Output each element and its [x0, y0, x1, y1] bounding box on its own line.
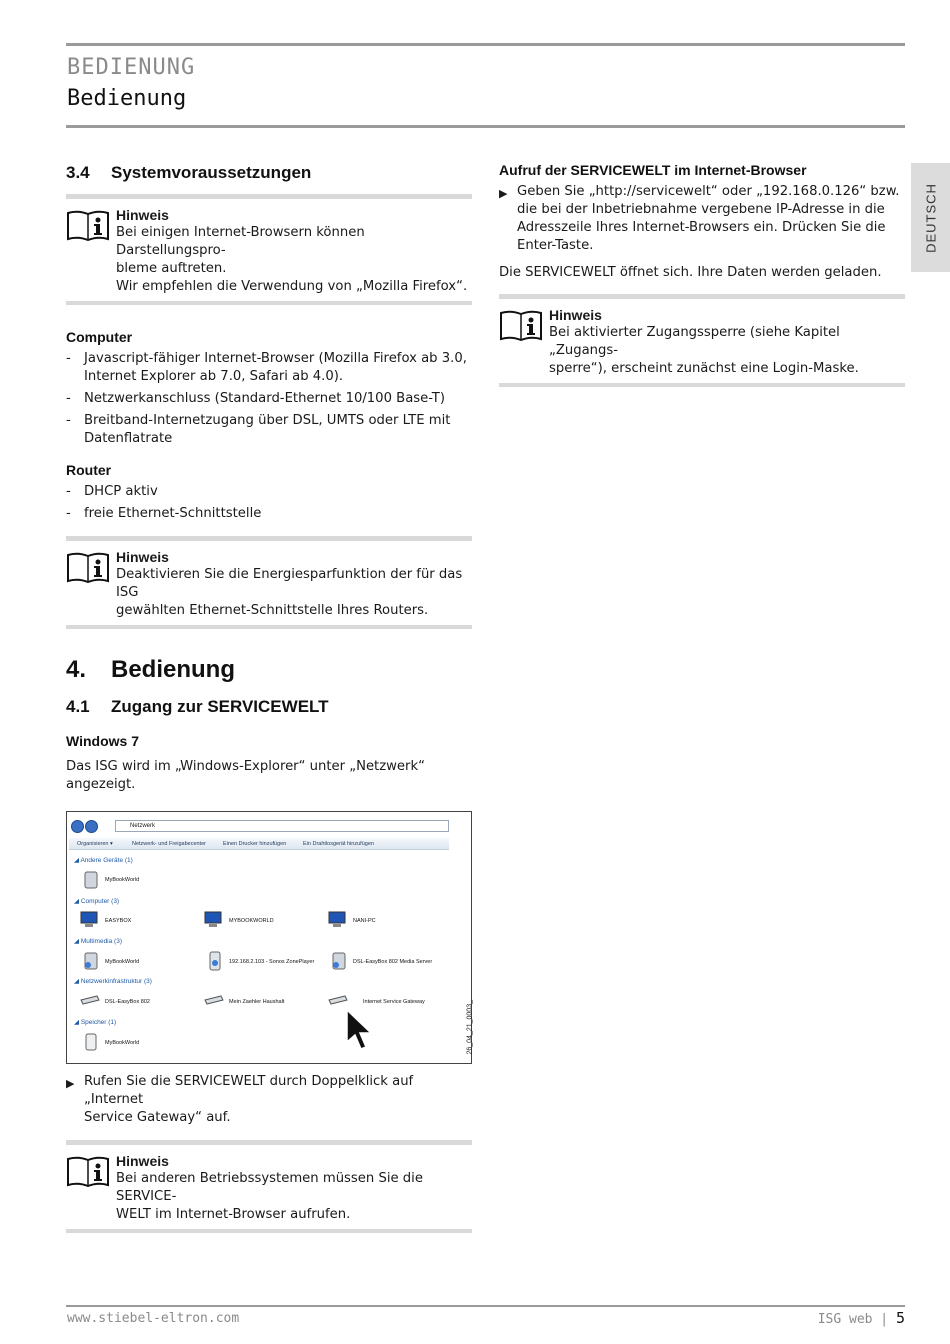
right-column [499, 160, 905, 387]
computer-heading: Computer [66, 329, 133, 345]
media-server-icon [329, 951, 349, 976]
group-computer: ◢ Computer (3) [74, 898, 120, 905]
address-bar: Netzwerk [71, 818, 449, 834]
list-item: - freie Ethernet-Schnittstelle [66, 506, 262, 521]
info-book-icon [66, 549, 116, 620]
list-item: - Breitband-Internetzugang über DSL, UMTS oder LTE mit Datenflatrate [66, 413, 451, 446]
note-energy: Hinweis Deaktivieren Sie die Energiesparfunktion der für das ISG gewählten Ethernet-Schnittstelle Ihres Routers. [66, 536, 472, 629]
router-icon [203, 993, 225, 1012]
explorer-toolbar: Organisieren ▾ Netzwerk- und Freigabecenter Einen Drucker hinzufügen Ein Drahtlosgerät hinzufügen [69, 838, 449, 850]
player-icon [205, 951, 225, 976]
group-andere: ◢ Andere Geräte (1) [74, 857, 133, 864]
footer-product: ISG web | 5 [817, 1309, 905, 1327]
group-netzwerk: ◢ Netzwerkinfrastruktur (3) [74, 978, 152, 985]
mouse-cursor-icon [345, 1008, 375, 1057]
computer-icon [327, 910, 349, 935]
header-section: BEDIENUNG [67, 55, 196, 80]
group-multimedia: ◢ Multimedia (3) [74, 938, 122, 945]
info-book-icon [66, 207, 116, 296]
computer-icon [203, 910, 225, 935]
info-book-icon [499, 307, 549, 378]
footer-url: www.stiebel-eltron.com [67, 1311, 240, 1326]
note-login: Hinweis Bei aktivierter Zugangssperre (siehe Kapitel „Zugangs- sperre“), erscheint zunächst eine Login-Maske. [499, 294, 905, 387]
left-column [66, 160, 472, 1233]
list-item: - DHCP aktiv [66, 484, 158, 499]
list-item: - Javascript-fähiger Internet-Browser (Mozilla Firefox ab 3.0, Internet Explorer ab 7.0, Safari ab 4.0). [66, 351, 467, 384]
arrow-right-icon: ▶ [499, 187, 508, 200]
note-other-os: Hinweis Bei anderen Betriebssystemen müssen Sie die SERVICE- WELT im Internet-Browser aufrufen. [66, 1140, 472, 1233]
language-tab: DEUTSCH [911, 163, 950, 272]
media-icon [81, 951, 101, 976]
servicewelt-opens-text: Die SERVICEWELT öffnet sich. Ihre Daten werden geladen. [499, 265, 882, 280]
header-rule [66, 43, 905, 46]
browser-access-heading: Aufruf der SERVICEWELT im Internet-Browser [499, 162, 807, 178]
router-list [66, 483, 472, 523]
group-speicher: ◢ Speicher (1) [74, 1019, 117, 1026]
list-item: - Netzwerkanschluss (Standard-Ethernet 10/100 Base-T) [66, 391, 446, 406]
forward-icon [85, 820, 98, 833]
note-browser: Hinweis Bei einigen Internet-Browsern können Darstellungspro- bleme auftreten. Wir empfehlen die Verwendung von „Mozilla Firefox“. [66, 194, 472, 305]
windows7-text: Das ISG wird im „Windows-Explorer“ unter „Netzwerk“ angezeigt. [66, 759, 425, 792]
info-book-icon [66, 1153, 116, 1224]
step-enter-address: ▶ Geben Sie „http://servicewelt“ oder „192.168.0.126“ bzw. die bei der Inbetriebnahme vergebene IP-Adresse in die Adresszeile Ihres Internet-Browsers ein. Drücken Sie die Enter-Taste. [499, 184, 900, 253]
section-3-4-heading: 3.4 Systemvoraussetzungen [66, 163, 312, 182]
windows7-heading: Windows 7 [66, 733, 139, 749]
arrow-right-icon: ▶ [66, 1077, 75, 1090]
explorer-screenshot: Netzwerk Organisieren ▾ Netzwerk- und Freigabecenter Einen Drucker hinzufügen Ein Drahtlosgerät hinzufügen ◢ Andere Geräte (1) MyBookWorld ◢ Computer (3) EASYBOX MYBOOKWORLD NANI-PC ◢ Multimedia (3) MyBookWorld 192.168.2.103 - Sonos ZonePlayer DSL-EasyBox 802 Media Server ◢ Netzwerkinfrastruktur (3) DSL-EasyBox 802 Mein Zaehler Haushalt Internet Service Gateway ◢ Speicher (1) MyBookWorld 26_04_21_0003_ [66, 811, 472, 1064]
step-doubleclick: ▶ Rufen Sie die SERVICEWELT durch Doppelklick auf „Internet Service Gateway“ auf. [66, 1074, 414, 1125]
header-rule-bottom [66, 125, 905, 128]
section-4-1-heading: 4.1 Zugang zur SERVICEWELT [66, 697, 329, 716]
figure-code: 26_04_21_0003_ [467, 1000, 474, 1055]
storage-icon [81, 1032, 101, 1057]
page-number: 5 [895, 1309, 905, 1327]
note-title: Hinweis [116, 207, 169, 223]
router-heading: Router [66, 462, 112, 478]
nas-icon [81, 870, 101, 895]
chapter-4-heading: 4. Bedienung [66, 656, 235, 683]
computer-icon [79, 910, 101, 935]
computer-list [66, 350, 472, 448]
back-icon [71, 820, 84, 833]
router-icon [79, 993, 101, 1012]
header-title: Bedienung [67, 86, 187, 111]
footer-rule [66, 1305, 905, 1307]
